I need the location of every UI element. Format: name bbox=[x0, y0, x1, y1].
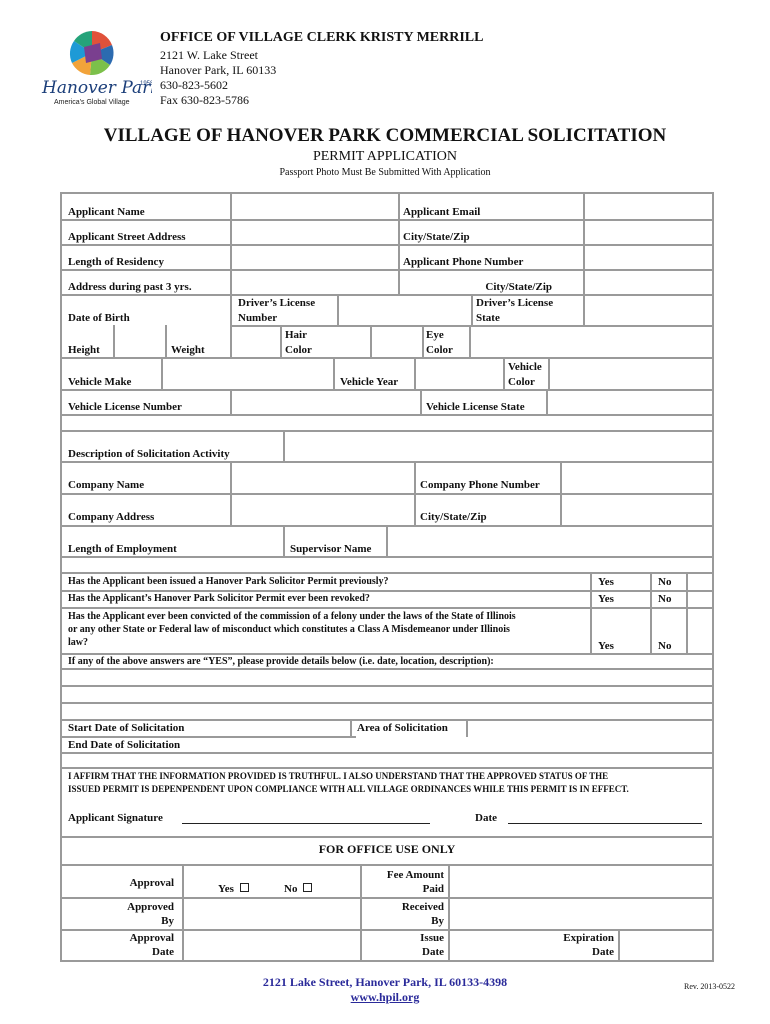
approval-date-line-1: Approval bbox=[129, 932, 174, 944]
eye-color-label-2: Color bbox=[426, 344, 453, 356]
vehicle-license-label: Vehicle License Number bbox=[68, 401, 182, 413]
supervisor-label: Supervisor Name bbox=[290, 543, 372, 555]
form-subtitle: PERMIT APPLICATION bbox=[312, 149, 458, 164]
footer-website-link[interactable]: www.hpil.org bbox=[350, 990, 420, 1004]
issue-date-label bbox=[364, 931, 444, 959]
vehicle-license-state-label: Vehicle License State bbox=[426, 401, 525, 413]
logo-text: Hanover Park bbox=[42, 78, 152, 98]
company-address-label: Company Address bbox=[68, 511, 155, 523]
approval-no[interactable] bbox=[284, 882, 312, 896]
revision-number: Rev. 2013-0522 bbox=[684, 982, 736, 991]
address-line-1: 2121 W. Lake Street bbox=[160, 48, 258, 62]
affirmation-text bbox=[68, 770, 629, 796]
height-label: Height bbox=[68, 344, 100, 356]
photo-note: Passport Photo Must Be Submitted With Application bbox=[279, 167, 491, 178]
q3-yes[interactable]: Yes bbox=[598, 640, 614, 652]
approval-no-label: No bbox=[284, 883, 298, 895]
eye-color-label-1: Eye bbox=[426, 329, 444, 341]
signature-date-line[interactable] bbox=[508, 823, 702, 824]
fee-paid-line-1: Fee Amount bbox=[386, 869, 444, 881]
dob-label: Date of Birth bbox=[68, 312, 130, 324]
end-date-label: End Date of Solicitation bbox=[68, 739, 181, 751]
applicant-email-label: Applicant Email bbox=[403, 206, 481, 218]
q1-no[interactable]: No bbox=[658, 576, 672, 588]
length-employment-label: Length of Employment bbox=[68, 543, 177, 555]
question-3-line-2: or any other State or Federal law of misconduct which constitutes a Class A Misdemeanor under Illinois bbox=[68, 624, 510, 635]
description-label: Description of Solicitation Activity bbox=[68, 448, 230, 460]
company-phone-label: Company Phone Number bbox=[420, 479, 540, 491]
approval-yes-label: Yes bbox=[218, 883, 234, 895]
vehicle-color-label-1: Vehicle bbox=[508, 361, 542, 373]
signature-label: Applicant Signature bbox=[68, 812, 163, 824]
affirmation-line-1: I AFFIRM THAT THE INFORMATION PROVIDED IS TRUTHFUL. I ALSO UNDERSTAND THAT THE APPROVED STATUS OF THE bbox=[68, 771, 609, 781]
start-date-label: Start Date of Solicitation bbox=[68, 722, 185, 734]
question-3-line-1: Has the Applicant ever been convicted of the commission of a felony under the laws of the State of Illinois bbox=[68, 611, 516, 622]
expiration-date-line-1: Expiration bbox=[563, 932, 614, 944]
area-label: Area of Solicitation bbox=[357, 722, 448, 734]
company-city-label: City/State/Zip bbox=[420, 511, 487, 523]
vehicle-year-label: Vehicle Year bbox=[340, 376, 399, 388]
received-by-line-1: Received bbox=[401, 901, 444, 913]
address-line-2: Hanover Park, IL 60133 bbox=[160, 63, 277, 77]
weight-label: Weight bbox=[171, 344, 205, 356]
fee-paid-line-2: Paid bbox=[422, 883, 444, 895]
hair-color-label-1: Hair bbox=[285, 329, 307, 341]
q2-no[interactable]: No bbox=[658, 593, 672, 605]
drivers-license-label-1: Driver’s License bbox=[238, 297, 316, 309]
question-3-line-3: law? bbox=[68, 637, 88, 648]
approved-by-line-1: Approved bbox=[127, 901, 174, 913]
checkbox-no-icon[interactable] bbox=[303, 883, 312, 892]
approval-date-label bbox=[90, 931, 174, 959]
office-contact bbox=[160, 48, 276, 108]
approved-by-line-2: By bbox=[161, 915, 174, 927]
approval-yes[interactable] bbox=[218, 882, 249, 896]
details-instruction: If any of the above answers are “YES”, please provide details below (i.e. date, location, description): bbox=[68, 656, 494, 667]
office-use-title: FOR OFFICE USE ONLY bbox=[318, 842, 456, 856]
affirmation-line-2: ISSUED PERMIT IS DEPENPENDENT UPON COMPLIANCE WITH ALL VILLAGE ORDINANCES WHILE THIS PERMIT IS IN EFFECT. bbox=[68, 784, 629, 794]
vehicle-make-label: Vehicle Make bbox=[68, 376, 132, 388]
drivers-license-label-2: Number bbox=[238, 312, 278, 324]
office-title: OFFICE OF VILLAGE CLERK KRISTY MERRILL bbox=[160, 30, 484, 45]
form-title: VILLAGE OF HANOVER PARK COMMERCIAL SOLICITATION bbox=[103, 125, 667, 146]
fee-paid-label bbox=[364, 868, 444, 896]
vehicle-color-label-2: Color bbox=[508, 376, 535, 388]
footer-website-wrap bbox=[0, 990, 770, 1005]
question-1: Has the Applicant been issued a Hanover Park Solicitor Permit previously? bbox=[68, 576, 389, 587]
fax-number: Fax 630-823-5786 bbox=[160, 93, 249, 107]
length-residency-label: Length of Residency bbox=[68, 256, 164, 268]
dl-state-label-1: Driver’s License bbox=[476, 297, 554, 309]
q3-no[interactable]: No bbox=[658, 640, 672, 652]
village-logo bbox=[40, 27, 152, 107]
address-past-label: Address during past 3 yrs. bbox=[68, 281, 192, 293]
expiration-date-line-2: Date bbox=[592, 946, 614, 958]
received-by-line-2: By bbox=[431, 915, 444, 927]
signature-line[interactable] bbox=[182, 823, 430, 824]
expiration-date-label bbox=[540, 931, 614, 959]
city-state-zip-label: City/State/Zip bbox=[403, 231, 470, 243]
street-address-label: Applicant Street Address bbox=[68, 231, 186, 243]
issue-date-line-2: Date bbox=[422, 946, 444, 958]
question-3 bbox=[68, 610, 516, 649]
applicant-name-label: Applicant Name bbox=[68, 206, 145, 218]
city-state-zip-2-label: City/State/Zip bbox=[485, 281, 552, 293]
dl-state-label-2: State bbox=[476, 312, 500, 324]
footer-address: 2121 Lake Street, Hanover Park, IL 60133-4398 bbox=[262, 975, 508, 989]
hair-color-label-2: Color bbox=[285, 344, 312, 356]
logo-year: 1958 bbox=[140, 81, 152, 87]
applicant-phone-label: Applicant Phone Number bbox=[403, 256, 524, 268]
logo-tagline: America's Global Village bbox=[54, 99, 130, 106]
q2-yes[interactable]: Yes bbox=[598, 593, 614, 605]
approved-by-label bbox=[90, 900, 174, 928]
question-2: Has the Applicant’s Hanover Park Solicitor Permit ever been revoked? bbox=[68, 593, 370, 604]
received-by-label bbox=[364, 900, 444, 928]
signature-date-label: Date bbox=[475, 812, 497, 824]
q1-yes[interactable]: Yes bbox=[598, 576, 614, 588]
approval-date-line-2: Date bbox=[152, 946, 174, 958]
checkbox-yes-icon[interactable] bbox=[240, 883, 249, 892]
phone-number: 630-823-5602 bbox=[160, 78, 228, 92]
company-name-label: Company Name bbox=[68, 479, 145, 491]
issue-date-line-1: Issue bbox=[420, 932, 444, 944]
approval-label: Approval bbox=[129, 877, 174, 889]
